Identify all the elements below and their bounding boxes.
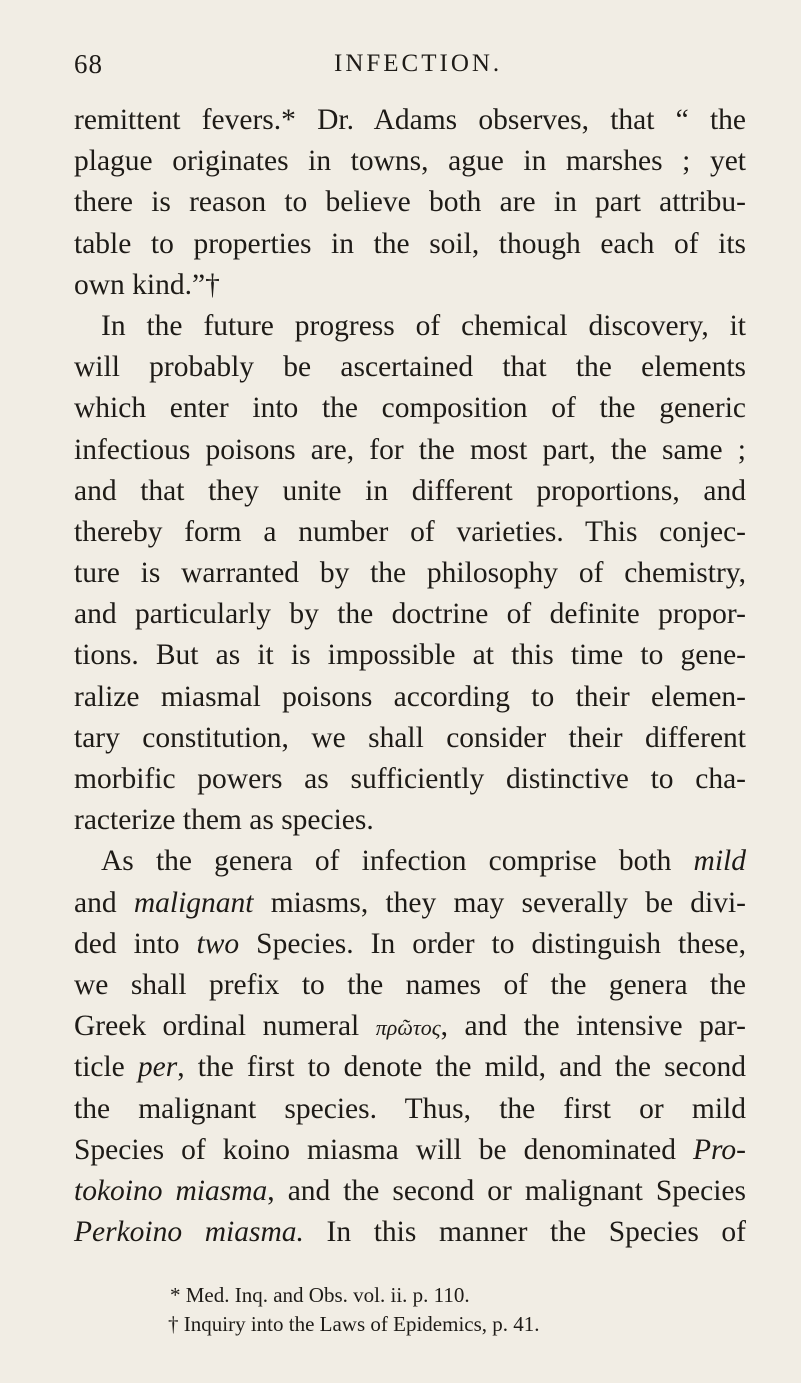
text-run: In this manner the Species of — [303, 1216, 746, 1249]
text-line — [74, 883, 746, 924]
text-line — [74, 841, 746, 882]
text-line: ture is warranted by the philosophy of chemistry, — [74, 557, 746, 590]
text-line: there is reason to believe both are in part attribu- — [74, 186, 746, 219]
text-line: own kind.”† — [74, 268, 220, 301]
text-line — [74, 1212, 746, 1253]
text-line: racterize them as species. — [74, 804, 374, 837]
running-head: INFECTION. — [334, 50, 503, 77]
text-run: Greek ordinal numeral — [74, 1010, 376, 1043]
footnote: * Med. Inq. and Obs. vol. ii. p. 110. — [170, 1283, 470, 1307]
italic-term: Perkoino miasma. — [74, 1216, 304, 1249]
text-line — [74, 1130, 746, 1171]
text-run: Species. In order to distinguish these, — [239, 927, 746, 960]
text-run: , and the second or malignant Species — [267, 1174, 746, 1207]
italic-term: malignant — [133, 886, 254, 919]
text-line: tary constitution, we shall consider their different — [74, 721, 746, 754]
text-line: table to properties in the soil, though each of its — [74, 227, 746, 260]
page-header — [74, 44, 744, 84]
text-run: Species of koino miasma will be denominated — [74, 1133, 694, 1166]
page-number: 68 — [74, 49, 103, 79]
text-line: tions. But as it is impossible at this time to gene- — [74, 639, 746, 672]
text-line: remittent fevers.* Dr. Adams observes, that “ the — [74, 104, 746, 136]
text-line — [74, 1006, 746, 1047]
text-line — [74, 1171, 746, 1212]
text-line: ralize miasmal poisons according to their elemen- — [74, 680, 746, 713]
italic-term: tokoino miasma — [74, 1174, 268, 1207]
text-line: infectious poisons are, for the most part, the same ; — [74, 433, 746, 466]
text-line: plague originates in towns, ague in marshes ; yet — [74, 145, 746, 178]
text-line: thereby form a number of varieties. This conjec- — [74, 515, 746, 548]
text-line: will probably be ascertained that the elements — [74, 351, 746, 384]
text-run: As the genera of infection comprise both — [101, 845, 694, 878]
text-line: In the future progress of chemical discovery, it — [101, 309, 746, 342]
italic-term: Pro- — [693, 1133, 746, 1166]
footnotes — [0, 1281, 801, 1339]
text-line — [74, 924, 746, 965]
footnote: † Inquiry into the Laws of Epidemics, p. 41. — [168, 1312, 540, 1336]
text-line: we shall prefix to the names of the genera the — [74, 968, 746, 1001]
text-line: the malignant species. Thus, the first or mild — [74, 1092, 746, 1125]
text-line — [74, 1047, 746, 1088]
text-line: and that they unite in different proportions, and — [74, 474, 746, 507]
text-run: and — [74, 886, 134, 919]
text-run: , the first to denote the mild, and the second — [177, 1051, 746, 1084]
italic-term: per — [137, 1051, 178, 1084]
text-run: , and the intensive par- — [440, 1010, 746, 1043]
text-run: ded into — [74, 927, 197, 960]
text-line: and particularly by the doctrine of definite propor- — [74, 598, 746, 631]
text-line: which enter into the composition of the generic — [74, 392, 746, 425]
italic-term: mild — [693, 845, 746, 878]
text-run: miasms, they may severally be divi- — [253, 886, 746, 919]
greek-word: πρῶτος — [375, 1015, 441, 1041]
body-text — [74, 100, 746, 1253]
text-line: morbific powers as sufficiently distinctive to cha- — [74, 763, 746, 795]
text-run: ticle — [74, 1051, 138, 1084]
italic-term: two — [196, 927, 240, 960]
